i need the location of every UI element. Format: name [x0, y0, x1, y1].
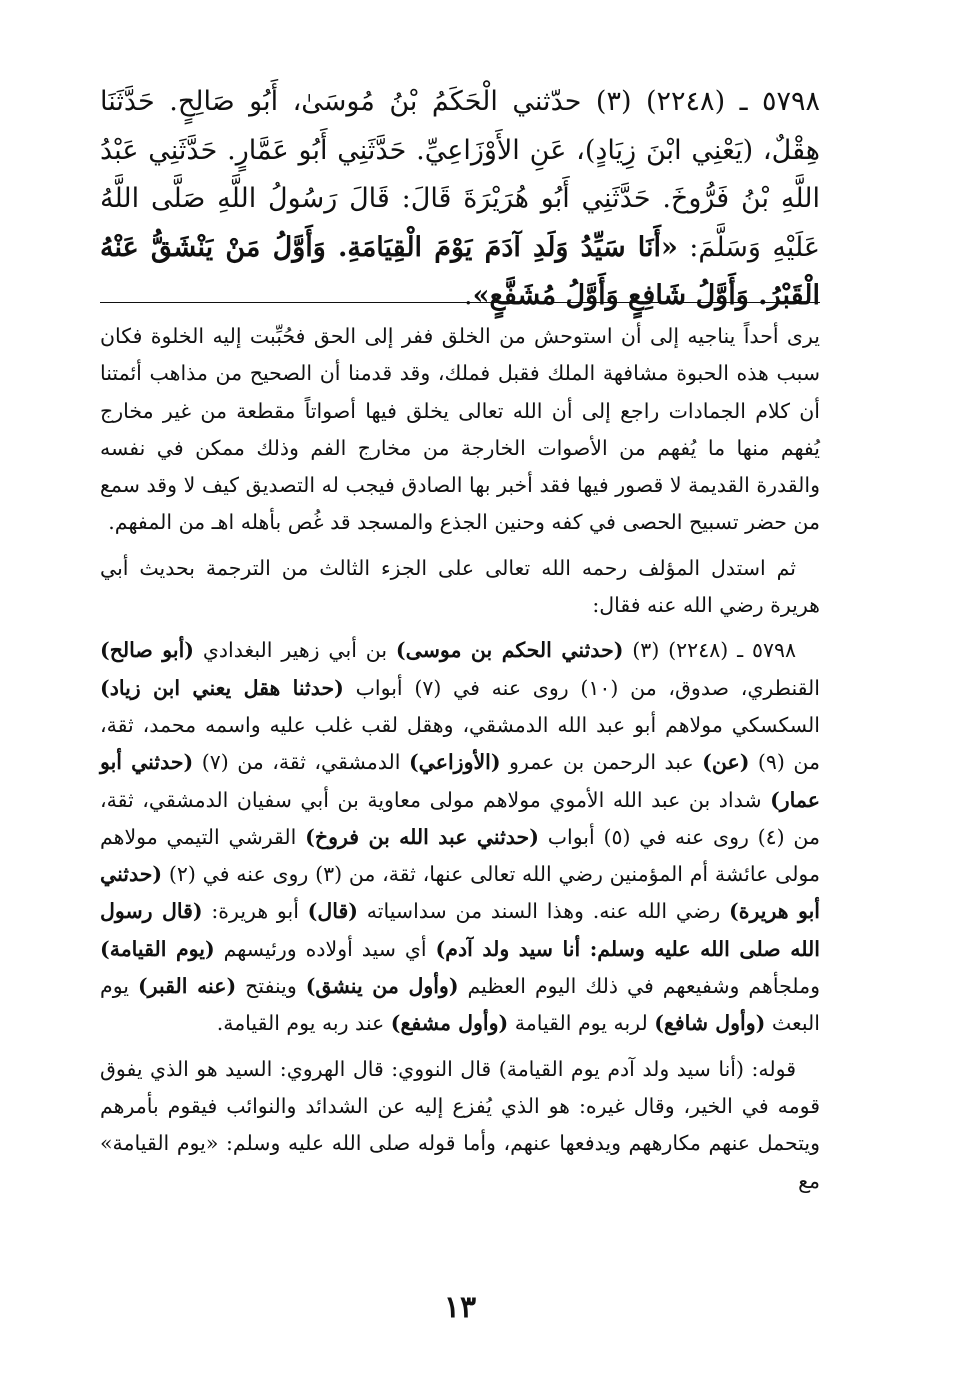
book-page [100, 78, 820, 1378]
segment: لربه يوم القيامة [508, 1011, 655, 1036]
commentary-paragraph-2: ثم استدل المؤلف رحمه الله تعالى على الجزء الثالث من الترجمة بحديث أبي هريرة رضي الله عنه فقال: [100, 555, 820, 618]
segment: (أبو صالح) [100, 638, 194, 663]
segment: (عنه القبر) [137, 974, 237, 999]
segment: رضي الله عنه. وهذا السند من سداسياته [358, 899, 730, 924]
segment: (قال رسول الله صلى الله عليه وسلم: أنا سيد ولد آدم) [100, 899, 820, 961]
segment: القرشي التيمي مولاهم مولى عائشة أم المؤمنين رضي الله تعالى عنها، ثقة، من (٣) روى عنه في (٢) [100, 824, 821, 887]
segment: (حدثني أبو عمار) [100, 750, 820, 812]
hadith-matn: «أَنَا سَيِّدُ وَلَدِ آدَمَ يَوْمَ الْقِيَامَةِ. وَأَوَّلُ مَنْ يَنْشَقُّ عَنْهُ الْقَبْرُ. وَأَوَّلُ شَافِعٍ وَأَوَّلُ مُشَفَّعٍ» [100, 231, 820, 311]
hadith-isnad: ٥٧٩٨ ـ (٢٢٤٨) (٣) حدّثني الْحَكَمُ بْنُ مُوسَىٰ، أَبُو صَالِحٍ. حَدَّثَنَا هِقْلٌ، (يَعْنِي ابْنَ زِيَادٍ)، عَنِ الأَوْزَاعِيِّ. حَدَّثَنِي أَبُو عَمَّارٍ. حَدَّثَنِي عَبْدُ اللَّهِ بْنُ فَرُّوخَ. حَدَّثَنِي أَبُو هُرَيْرَةَ قَالَ: قَالَ رَسُولُ اللَّهِ صَلَّى اللَّهُ عَلَيْهِ وَسَلَّمَ: [100, 86, 821, 263]
segment: (حدثني عبد الله بن فروخ) [305, 824, 539, 849]
segment: الدمشقي، ثقة، من (٧) [193, 750, 409, 775]
segment: (الأوزاعي) [408, 750, 501, 775]
segment: (حدثنا هقل يعني ابن زياد) [100, 675, 344, 700]
segment: (قال) [307, 899, 359, 924]
segment: عند ربه يوم القيامة. [216, 1011, 391, 1036]
segment: أي سيد أولاده ورئيسهم [214, 936, 436, 961]
segment: (وأول شافع) [654, 1011, 766, 1036]
segment: وملجأهم وشفيعهم في ذلك اليوم العظيم [458, 974, 820, 999]
separator-rule [100, 302, 820, 303]
commentary [100, 318, 820, 1208]
segment: عبد الرحمن بن عمرو [500, 750, 703, 775]
segment: شداد بن عبد الله الأموي مولاهم مولى معاوية بن أبي سفيان الدمشقي، ثقة، من (٤) روى عنه في (٥) أبواب [100, 787, 821, 849]
segment: (عن) [702, 750, 750, 775]
segment: ٥٧٩٨ ـ (٢٢٤٨) (٣) [623, 638, 796, 663]
segment: بن أبي زهير البغدادي [194, 638, 396, 663]
segment: (حدثني أبو هريرة) [100, 862, 820, 924]
segment: (وأول مشفع) [390, 1011, 509, 1036]
hadith-end: . [464, 280, 473, 311]
segment: أبو هريرة: [202, 899, 308, 924]
segment: (وأول من ينشق) [305, 974, 459, 999]
commentary-paragraph-3 [100, 632, 820, 1042]
commentary-paragraph-4: قوله: (أنا سيد ولد آدم يوم القيامة) قال النووي: قال الهروي: السيد هو الذي يفوق قومه في الخير، وقال غيره: هو الذي يُفزع إليه عن الشدائد والنوائب فيقوم بأمرهم ويتحمل عنهم مكارههم ويدفعها عنهم، وأما قوله صلى الله عليه وسلم: «يوم القيامة» مع [100, 1056, 820, 1193]
segment: (يوم القيامة) [100, 936, 215, 961]
page-number: ١٣ [443, 1290, 477, 1325]
segment: يوم البعث [100, 974, 820, 1036]
segment: (حدثني الحكم بن موسى) [395, 638, 624, 663]
segment: السكسكي مولاهم أبو عبد الله الدمشقي، وهقل لقب غلب عليه واسمه محمد، ثقة، من (٩) [100, 712, 820, 775]
commentary-paragraph-1: يرى أحداً يناجيه إلى أن استوحش من الخلق ففر إلى الحق فحُبِّبت إليه الخلوة فكان سبب هذه الحبوة مشافهة الملك فقبل فملك، وقد قدمنا أن الصحيح من مذاهب أئمتنا أن كلام الجمادات راجع إلى أن الله تعالى يخلق فيها أصواتاً مقطعة من غير مخارج يُفهم منها ما يُفهم من الأصوات الخارجة من مخارج الفم وذلك ممكن في نفسه والقدرة القديمة لا قصور فيها فقد أخبر بها الصادق فيجب له التصديق كيف لا وقد سمع من حضر تسبيح الحصى في كفه وحنين الجذع والمسجد قد غُص بأهله اهـ من المفهم. [100, 324, 820, 535]
hadith-text [100, 78, 820, 321]
segment: القنطري، صدوق، من (١٠) روى عنه في (٧) أبواب [343, 675, 820, 700]
segment: وينفتح [236, 974, 306, 999]
